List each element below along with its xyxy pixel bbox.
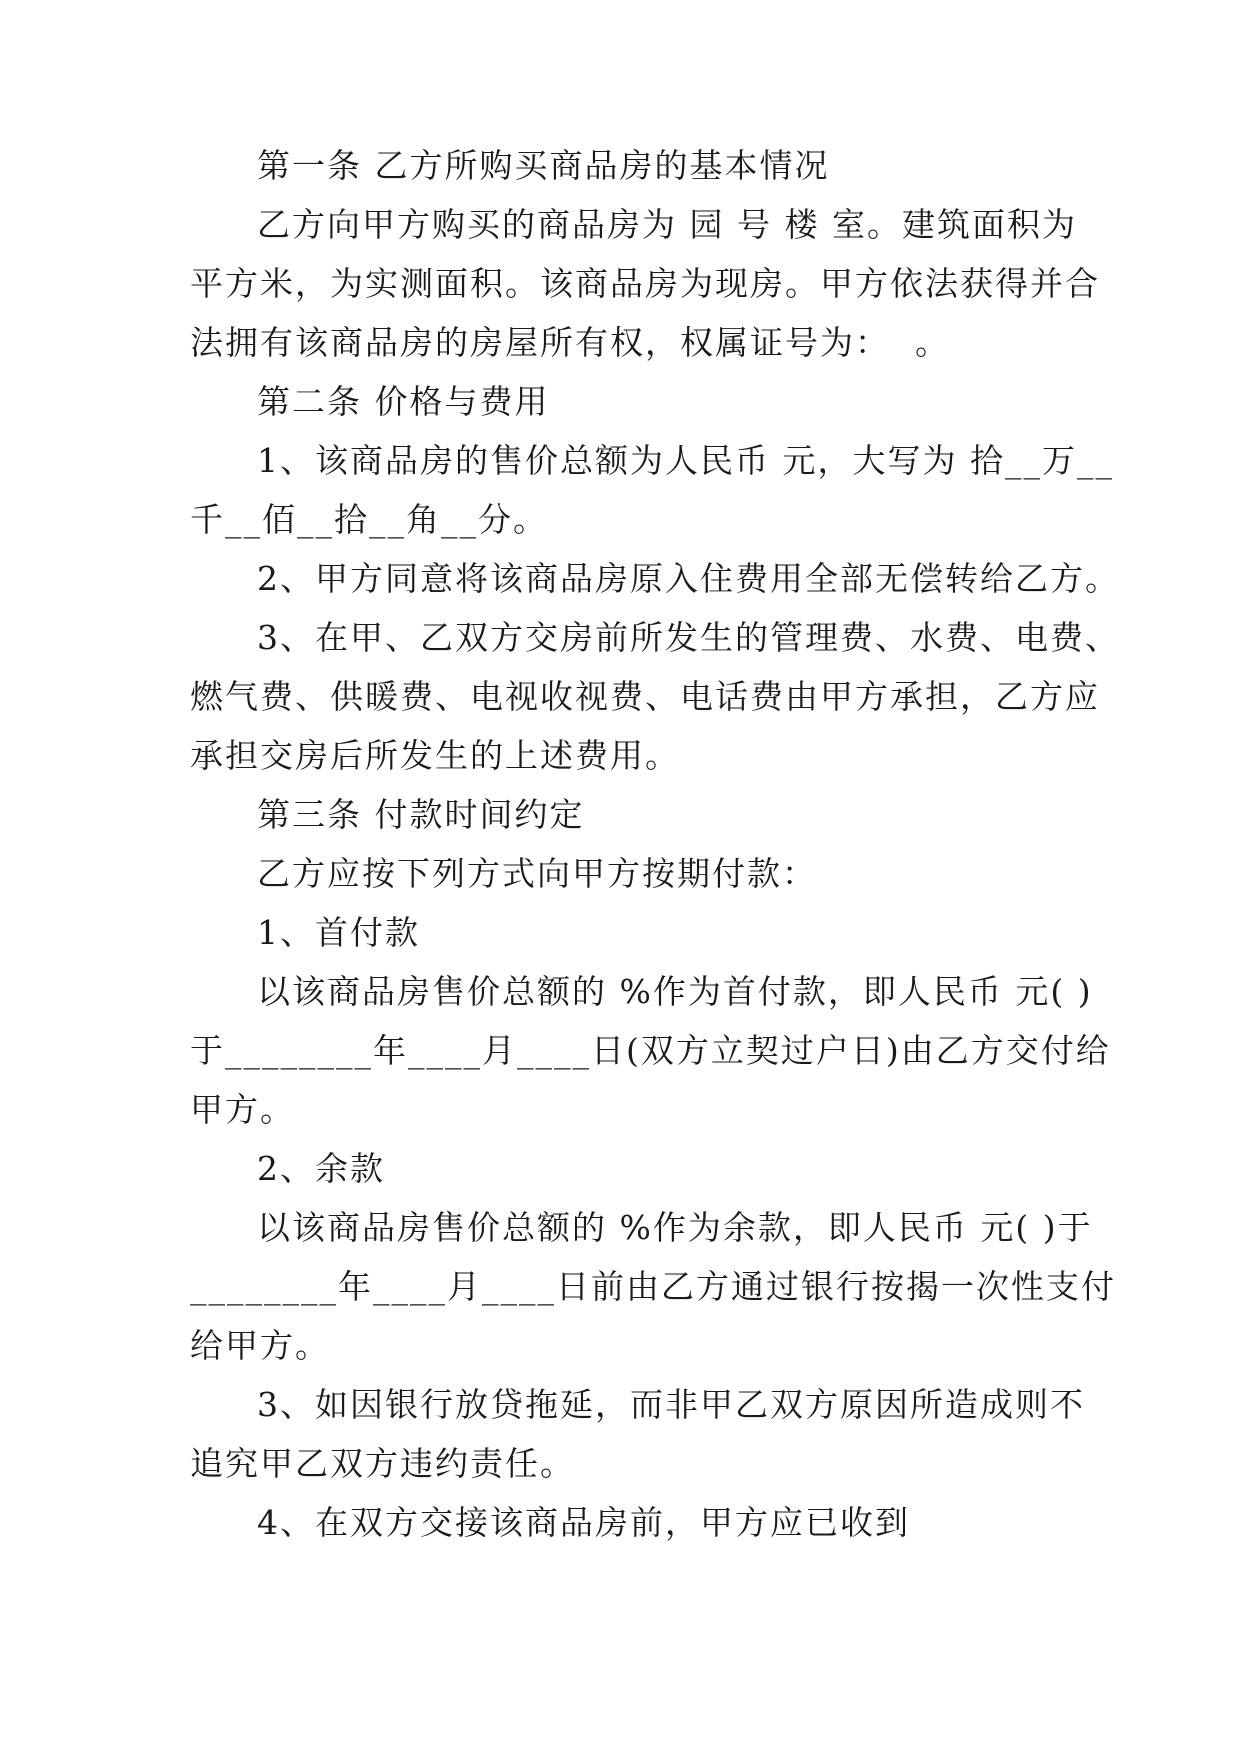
paragraph-line: 2、甲方同意将该商品房原入住费用全部无偿转给乙方。	[257, 559, 1120, 598]
paragraph-line: 2、余款	[257, 1149, 385, 1188]
paragraph-line: 千__佰__拾__角__分。	[190, 500, 548, 539]
paragraph-line: 4、在双方交接该商品房前，甲方应已收到	[257, 1503, 910, 1542]
paragraph-line: 承担交房后所发生的上述费用。	[190, 736, 680, 775]
paragraph-line: 以该商品房售价总额的 %作为余款，即人民币 元( )于	[257, 1208, 1093, 1247]
paragraph-line: 追究甲乙双方违约责任。	[190, 1444, 575, 1483]
paragraph-line: 1、该商品房的售价总额为人民币 元，大写为 拾__万__	[257, 441, 1114, 480]
paragraph-line: 给甲方。	[190, 1326, 330, 1365]
paragraph-line: 3、在甲、乙双方交房前所发生的管理费、水费、电费、	[257, 618, 1120, 657]
paragraph-line: 乙方应按下列方式向甲方按期付款：	[257, 854, 817, 893]
paragraph-line: 甲方。	[190, 1090, 295, 1129]
paragraph-line: 平方米，为实测面积。该商品房为现房。甲方依法获得并合	[190, 264, 1100, 303]
heading-article-3: 第三条 付款时间约定	[257, 795, 585, 834]
paragraph-line: 3、如因银行放贷拖延，而非甲乙双方原因所造成则不	[257, 1385, 1085, 1424]
paragraph-line: ________年____月____日前由乙方通过银行按揭一次性支付	[190, 1267, 1116, 1306]
paragraph-line: 燃气费、供暖费、电视收视费、电话费由甲方承担，乙方应	[190, 677, 1100, 716]
paragraph-line: 以该商品房售价总额的 %作为首付款，即人民币 元( )	[257, 972, 1093, 1011]
heading-article-1: 第一条 乙方所购买商品房的基本情况	[257, 146, 830, 185]
paragraph-line: 乙方向甲方购买的商品房为 园 号 楼 室。建筑面积为	[257, 205, 1077, 244]
paragraph-line: 1、首付款	[257, 913, 420, 952]
paragraph-line: 法拥有该商品房的房屋所有权，权属证号为： 。	[190, 323, 950, 362]
heading-article-2: 第二条 价格与费用	[257, 382, 550, 421]
paragraph-line: 于________年____月____日(双方立契过户日)由乙方交付给	[190, 1031, 1111, 1070]
